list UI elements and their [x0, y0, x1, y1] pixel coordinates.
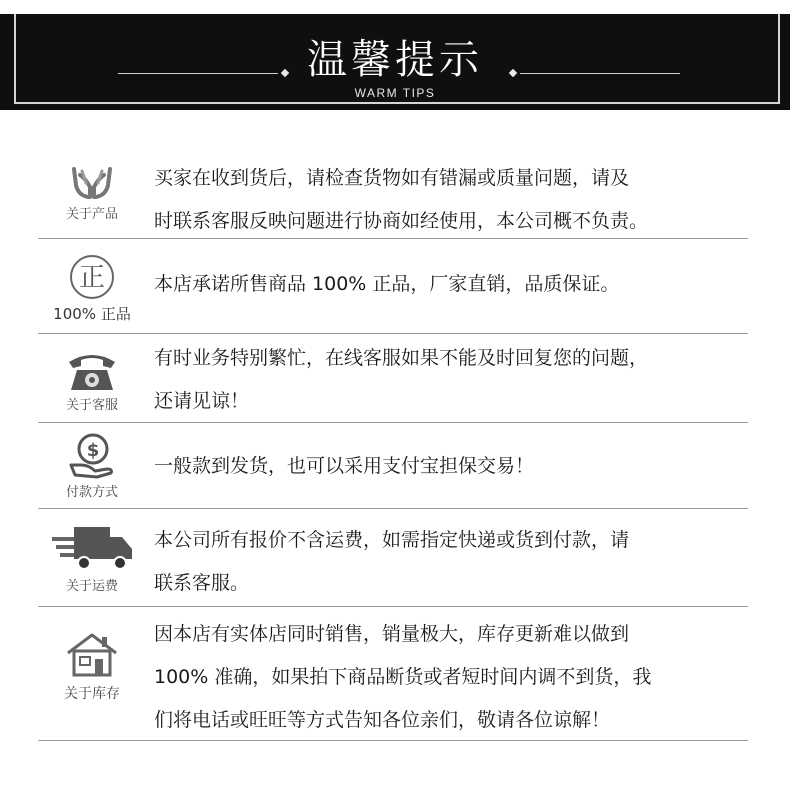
- tip-line: 买家在收到货后，请检查货物如有错漏或质量问题，请及: [154, 167, 630, 189]
- tip-line: 还请见谅！: [154, 390, 250, 412]
- tip-line: 有时业务特别繁忙，在线客服如果不能及时回复您的问题，: [154, 347, 649, 369]
- tip-text: [154, 519, 744, 605]
- hands-icon: [68, 165, 116, 201]
- tip-icon-product: [38, 165, 146, 222]
- tip-line: 100% 准确，如果拍下商品断货或者短时间内调不到货，我: [154, 666, 652, 688]
- tip-text: [154, 613, 744, 742]
- tip-row-genuine: [38, 239, 748, 334]
- genuine-seal-icon: [67, 253, 117, 301]
- tip-icon-genuine: [38, 253, 146, 324]
- tip-icon-payment: [38, 431, 146, 500]
- tip-icon-service: [38, 350, 146, 413]
- tip-label: 关于客服: [65, 398, 118, 413]
- tip-icon-inventory: [38, 631, 146, 703]
- money-hand-icon: [67, 431, 117, 481]
- header-banner: [0, 14, 790, 110]
- house-icon: [64, 631, 120, 677]
- page-title: 温馨提示: [307, 37, 483, 83]
- tip-line: 因本店有实体店同时销售，销量极大，库存更新难以做到: [154, 623, 630, 645]
- tip-row-inventory: [38, 607, 748, 741]
- seal-glyph: 正: [78, 263, 106, 293]
- tip-line: 本公司所有报价不含运费，如需指定快递或货到付款，请: [154, 529, 630, 551]
- page-subtitle: WARM TIPS: [354, 86, 436, 100]
- tip-label: 付款方式: [65, 485, 118, 500]
- tip-text: [154, 157, 744, 243]
- tip-icon-shipping: [38, 523, 146, 594]
- tip-row-shipping: [38, 509, 748, 607]
- tip-text: [154, 263, 744, 306]
- tip-line: 们将电话或旺旺等方式告知各位亲们，敬请各位谅解！: [154, 709, 611, 731]
- tip-line: 本店承诺所售商品 100% 正品，厂家直销，品质保证。: [154, 273, 620, 295]
- telephone-icon: [65, 350, 119, 392]
- tip-label: 关于库存: [64, 686, 120, 702]
- tip-row-payment: [38, 423, 748, 509]
- tip-label: 关于产品: [65, 207, 118, 222]
- tip-row-service: [38, 334, 748, 423]
- delivery-truck-icon: [50, 523, 134, 573]
- tip-text: [154, 445, 744, 488]
- tip-label: 100% 正品: [53, 305, 131, 323]
- dollar-glyph: $: [86, 440, 100, 461]
- tip-row-product: [38, 155, 748, 239]
- tip-line: 联系客服。: [154, 572, 250, 594]
- tip-label: 关于运费: [65, 579, 118, 594]
- tip-line: 时联系客服反映问题进行协商如经使用，本公司概不负责。: [154, 210, 649, 232]
- tip-text: [154, 337, 744, 423]
- tip-line: 一般款到发货，也可以采用支付宝担保交易！: [154, 455, 535, 477]
